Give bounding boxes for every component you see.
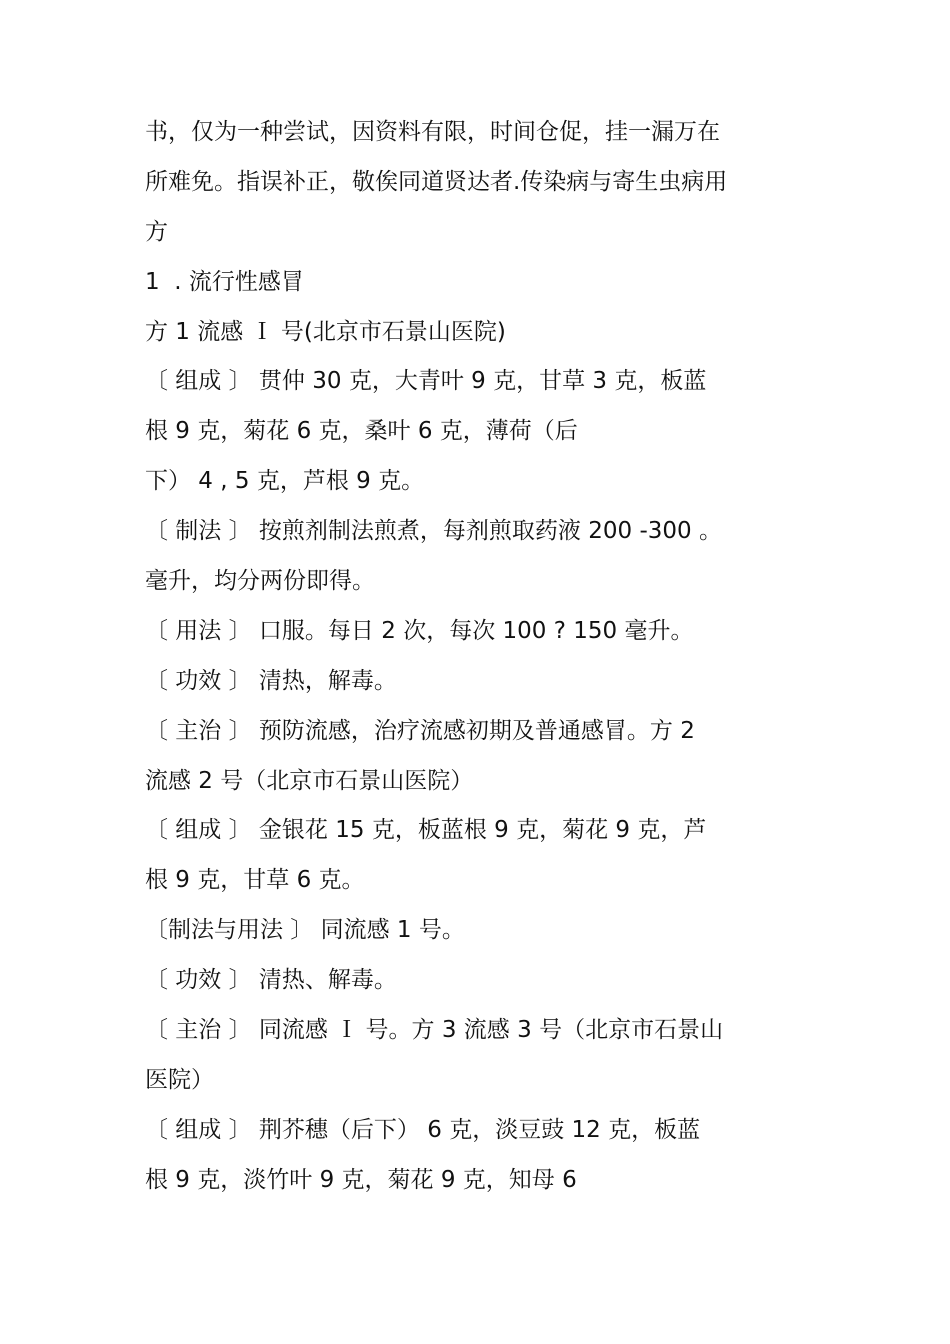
text-line: 方 [145, 218, 168, 245]
section-heading: 1 . 流行性感冒 [145, 268, 304, 295]
text-line: 〔 组成 〕 金银花 15 克，板蓝根 9 克，菊花 9 克，芦 [145, 817, 707, 844]
text-line: 根 9 克，菊花 6 克，桑叶 6 克，薄荷（后 [145, 418, 578, 445]
text-line: 根 9 克，淡竹叶 9 克，菊花 9 克，知母 6 [145, 1166, 577, 1193]
text-line: 下） 4 , 5 克，芦根 9 克。 [145, 468, 425, 495]
text-line: 〔 组成 〕 贯仲 30 克，大青叶 9 克，甘草 3 克，板蓝 [145, 368, 707, 395]
prescription-title: 方 1 流感 Ｉ 号(北京市石景山医院) [145, 318, 506, 345]
text-line: 〔 组成 〕 荆芥穗（后下） 6 克，淡豆豉 12 克，板蓝 [145, 1116, 701, 1143]
text-line: 书，仅为一种尝试，因资料有限，时间仓促，挂一漏万在 [145, 119, 720, 145]
text-line: 〔 制法 〕 按煎剂制法煎煮，每剂煎取药液 200 -300 。 [145, 518, 722, 545]
text-line: 〔 主治 〕 同流感 Ｉ 号。方 3 流感 3 号（北京市石景山 [145, 1017, 724, 1044]
text-line: 〔 用法 〕 口服。每日 2 次，每次 100 ? 150 毫升。 [145, 617, 694, 644]
document-page [145, 108, 815, 1206]
text-line: 根 9 克，甘草 6 克。 [145, 867, 365, 894]
text-line: 〔 功效 〕 清热，解毒。 [145, 667, 397, 694]
prescription-title: 流感 2 号（北京市石景山医院） [145, 767, 474, 794]
text-line: 〔制法与用法 〕 同流感 1 号。 [145, 917, 465, 944]
text-line: 医院） [145, 1066, 214, 1093]
text-line: 〔 功效 〕 清热、解毒。 [145, 967, 397, 994]
text-line: 所难免。指误补正，敬俟同道贤达者.传染病与寄生虫病用 [145, 168, 728, 195]
text-line: 〔 主治 〕 预防流感，治疗流感初期及普通感冒。方 2 [145, 717, 695, 744]
text-line: 毫升，均分两份即得。 [145, 568, 375, 595]
